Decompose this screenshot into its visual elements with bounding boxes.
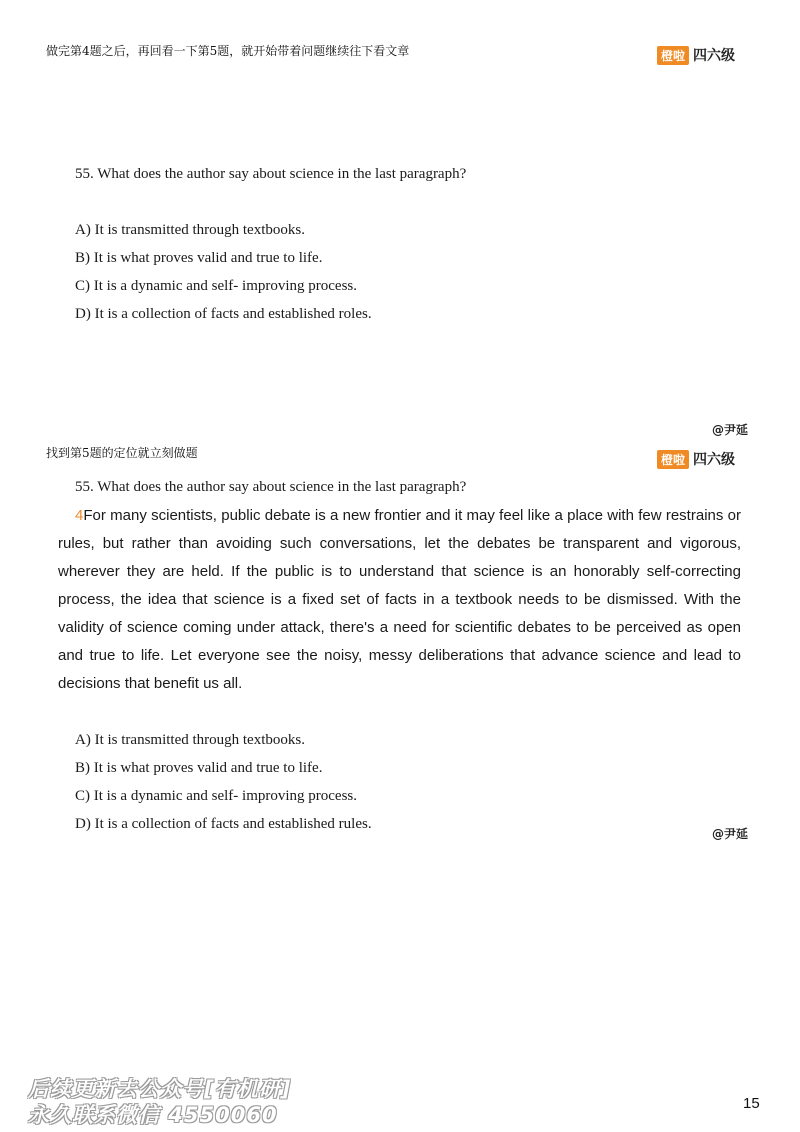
option-c: C) It is a dynamic and self- improving process. [75,278,358,294]
option-d: D) It is a collection of facts and established rules. [75,816,372,832]
brand-box: 橙啦 [657,450,689,469]
author-tag-2: @尹延 [712,827,749,841]
brand-logo-2 [657,449,735,469]
watermark-line-1: 后续更新去公众号[有机研] [28,1077,292,1101]
brand-text: 四六级 [693,452,736,468]
passage-paragraph [58,502,741,698]
watermark [28,1076,291,1128]
options-list-2 [75,726,372,838]
brand-box: 橙啦 [657,46,689,65]
passage-text: For many scientists, public debate is a new frontier and it may feel like a place with few restrains or rules, but rather than avoiding such conversations, let the debates be transparent and vigorous, wherever they are held. If the public is to understand that science is an honorably self-correcting process, the idea that science is a fixed set of facts in a textbook needs to be dismissed. With the validity of science coming under attack, there's a need for scientific debates to be perceived as open and true to life. Let everyone see the noisy, messy deliberations that advance science and lead to decisions that benefit us all. [58,507,741,692]
instruction-note-2: 找到第5题的定位就立刻做题 [46,446,198,460]
option-a: A) It is transmitted through textbooks. [75,222,305,238]
question-2: 55. What does the author say about science in the last paragraph? [75,479,467,495]
page-number: 15 [743,1095,760,1112]
option-a: A) It is transmitted through textbooks. [75,732,305,748]
option-d: D) It is a collection of facts and established roles. [75,306,372,322]
author-tag-1: @尹延 [712,423,749,437]
option-b: B) It is what proves valid and true to life. [75,760,323,776]
brand-logo-1 [657,45,735,65]
watermark-line-2: 永久联系微信 4550060 [28,1103,278,1127]
option-c: C) It is a dynamic and self- improving process. [75,788,358,804]
options-list-1 [75,216,372,328]
instruction-note-1: 做完第4题之后，再回看一下第5题，就开始带着问题继续往下看文章 [46,44,410,58]
brand-text: 四六级 [693,48,736,64]
question-1: 55. What does the author say about science in the last paragraph? [75,166,467,182]
paragraph-number: 4 [75,507,84,524]
option-b: B) It is what proves valid and true to life. [75,250,323,266]
